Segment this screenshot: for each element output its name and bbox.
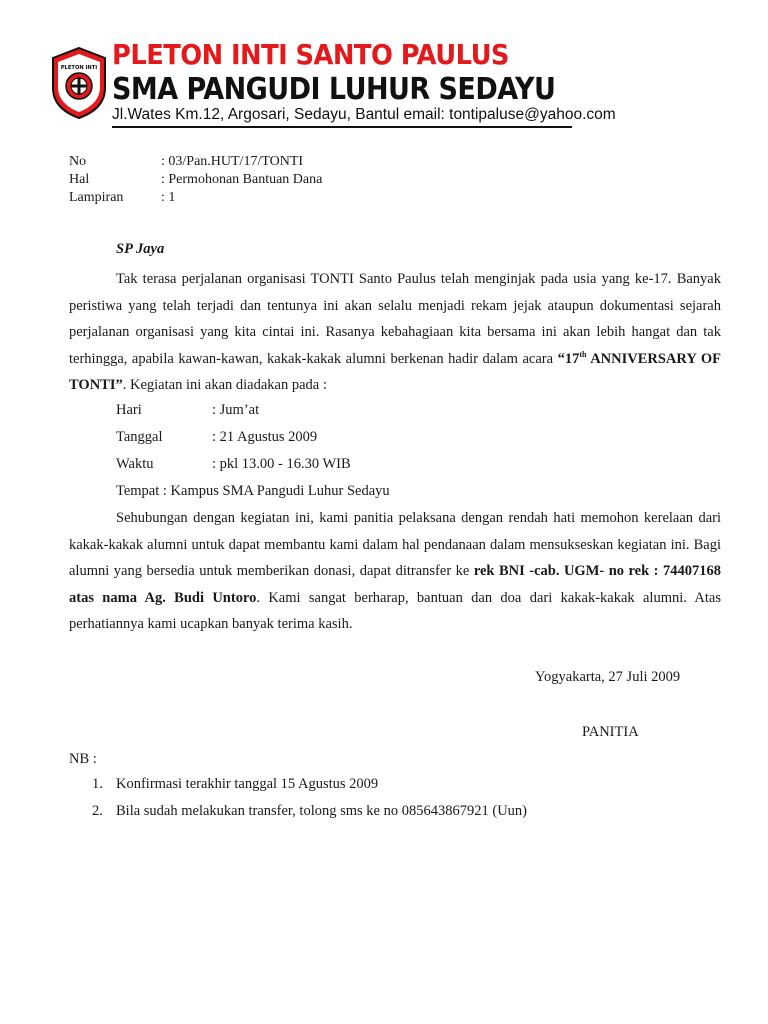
reference-label: No xyxy=(69,154,87,169)
note-number: 1. xyxy=(92,776,103,792)
detail-label: Waktu xyxy=(116,456,154,472)
reference-value: : Permohonan Bantuan Dana xyxy=(161,172,323,187)
reference-label: Lampiran xyxy=(69,190,124,205)
letterhead-divider xyxy=(112,126,572,128)
note-item xyxy=(92,803,527,820)
letterhead xyxy=(44,38,616,130)
request-paragraph xyxy=(69,505,721,638)
bank-account-info: rek BNI -cab. UGM- no rek : 74407168 atas nama Ag. Budi Untoro xyxy=(69,563,721,606)
detail-value: : pkl 13.00 - 16.30 WIB xyxy=(212,456,351,472)
detail-day xyxy=(116,402,260,419)
org-name: PLETON INTI SANTO PAULUS xyxy=(112,38,509,71)
reference-value: : 03/Pan.HUT/17/TONTI xyxy=(161,154,304,169)
detail-value: : Jum’at xyxy=(212,402,260,418)
logo-text: PLETON INTI xyxy=(60,65,98,71)
school-shield-logo xyxy=(50,46,108,120)
note-text: Bila sudah melakukan transfer, tolong sms ke no 085643867921 (Uun) xyxy=(116,803,527,819)
nb-label: NB : xyxy=(69,751,97,767)
detail-time xyxy=(116,456,351,473)
note-number: 2. xyxy=(92,803,103,819)
reference-value: : 1 xyxy=(161,190,176,205)
salutation: SP Jaya xyxy=(116,241,165,257)
intro-text: Tak terasa perjalanan organisasi TONTI Santo Paulus telah menginjak pada usia yang ke-17. Banyak peristiwa yang telah terjadi dan tentunya ini akan selalu menjadi rekam jejak ataupun dokumentasi sejarah perjalanan organisasi yang kita cintai ini. Rasanya kebahagiaan kita bersama ini akan lebih hangat dan tak terhingga, apabila kawan-kawan, kakak-kakak alumni berkenan hadir dalam acara xyxy=(69,271,721,367)
school-address: Jl.Wates Km.12, Argosari, Sedayu, Bantul email: tontipaluse@yahoo.com xyxy=(112,106,616,123)
detail-label: Tanggal xyxy=(116,429,163,445)
school-name: SMA PANGUDI LUHUR SEDAYU xyxy=(112,72,556,107)
reference-label: Hal xyxy=(69,172,90,187)
detail-venue: Tempat : Kampus SMA Pangudi Luhur Sedayu xyxy=(116,483,390,499)
note-text: Konfirmasi terakhir tanggal 15 Agustus 2009 xyxy=(116,776,379,792)
event-name: “17th ANNIVERSARY OF TONTI” xyxy=(69,349,721,393)
intro-closing: . Kegiatan ini akan diadakan pada : xyxy=(122,377,327,393)
detail-value: : 21 Agustus 2009 xyxy=(212,429,318,445)
request-text: Sehubungan dengan kegiatan ini, kami panitia pelaksana dengan rendah hati memohon kerelaan dari kakak-kakak alumni untuk dapat membantu kami dalam hal pendanaan dalam mensukseskan kegiatan ini. Bagi alumni yang bersedia untuk memberikan donasi, dapat ditransfer ke xyxy=(69,510,721,579)
detail-label: Hari xyxy=(116,402,142,418)
note-item xyxy=(92,776,378,793)
signature-committee: PANITIA xyxy=(582,724,639,740)
detail-date xyxy=(116,429,318,446)
place-and-date: Yogyakarta, 27 Juli 2009 xyxy=(535,669,681,685)
intro-paragraph xyxy=(69,266,721,399)
request-closing: . Kami sangat berharap, bantuan dan doa dari kakak-kakak alumni. Atas perhatiannya kami ucapkan banyak terima kasih. xyxy=(69,589,721,632)
